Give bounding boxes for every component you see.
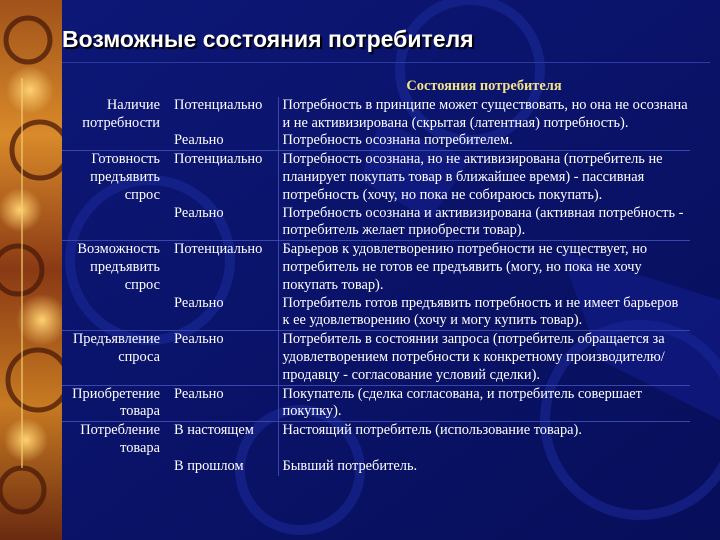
category-cell: [62, 132, 166, 150]
consumer-states-table-container: [62, 78, 690, 540]
category-cell: Наличие потребности: [82, 96, 160, 131]
description-cell: Потребность осознана, но не активизирована (потребитель не планирует покупать товар в ближайшее время) - пассивная потребность (хочу, но пока не собираюсь покупать).: [278, 151, 690, 205]
title-divider: [62, 62, 710, 63]
description-cell: Потребность осознана потребителем.: [278, 132, 690, 150]
description-cell: Покупатель (сделка согласована, и потребитель совершает покупку).: [278, 385, 690, 422]
table-row: [62, 205, 690, 241]
table-header: Состояния потребителя: [406, 78, 562, 94]
category-cell: [62, 458, 166, 476]
description-cell: Потребность в принципе может существовать, но она не осознана и не активизирована (скрытая (латентная) потребность).: [278, 97, 690, 133]
table-row: [62, 295, 690, 331]
category-cell: [62, 205, 166, 241]
table-row: [62, 331, 690, 385]
consumer-states-table: [62, 78, 690, 476]
table-row: [62, 385, 690, 422]
state-cell: Потенциально: [166, 241, 278, 295]
header-empty-cell: [62, 78, 166, 97]
state-cell: Реально: [174, 132, 224, 149]
table-row: [62, 241, 690, 295]
state-cell: Потенциально: [166, 151, 278, 205]
category-cell: Потребление товара: [62, 422, 166, 458]
state-cell: В прошлом: [174, 457, 244, 474]
category-cell: Предъявление спроса: [62, 331, 166, 385]
category-cell: Готовность предъявить спрос: [62, 151, 166, 205]
description-cell: Бывший потребитель.: [278, 458, 690, 476]
table-row: [62, 97, 690, 133]
category-cell: [62, 295, 166, 331]
description-cell: Потребность осознана и активизирована (активная потребность - потребитель желает приобрести товар).: [278, 205, 690, 241]
table-row: [62, 422, 690, 458]
description-cell: Барьеров к удовлетворению потребности не существует, но потребитель не готов ее предъявить (могу, но пока не хочу покупать товар).: [278, 241, 690, 295]
header-empty-cell: [166, 78, 278, 97]
state-cell: Реально: [166, 331, 278, 385]
description-cell: Потребитель в состоянии запроса (потребитель обращается за удовлетворением потребности к конкретному производителю/продавцу - согласование условий сделки).: [278, 331, 690, 385]
gear-decoration-strip: [0, 0, 62, 540]
table-row: [62, 132, 690, 150]
table-row: [62, 151, 690, 205]
category-cell: Приобретение товара: [62, 385, 166, 422]
state-cell: Реально: [174, 294, 224, 311]
table-row: [62, 458, 690, 476]
state-cell: Реально: [174, 204, 224, 221]
state-cell: В настоящем: [166, 422, 278, 458]
category-cell: Возможность предъявить спрос: [62, 241, 166, 295]
table-header-row: [62, 78, 690, 97]
state-cell: Потенциально: [174, 96, 263, 113]
description-cell: Настоящий потребитель (использование товара).: [278, 422, 690, 458]
description-cell: Потребитель готов предъявить потребность и не имеет барьеров к ее удовлетворению (хочу и могу купить товар).: [278, 295, 690, 331]
slide-title: Возможные состояния потребителя: [62, 26, 474, 52]
state-cell: Реально: [166, 385, 278, 422]
